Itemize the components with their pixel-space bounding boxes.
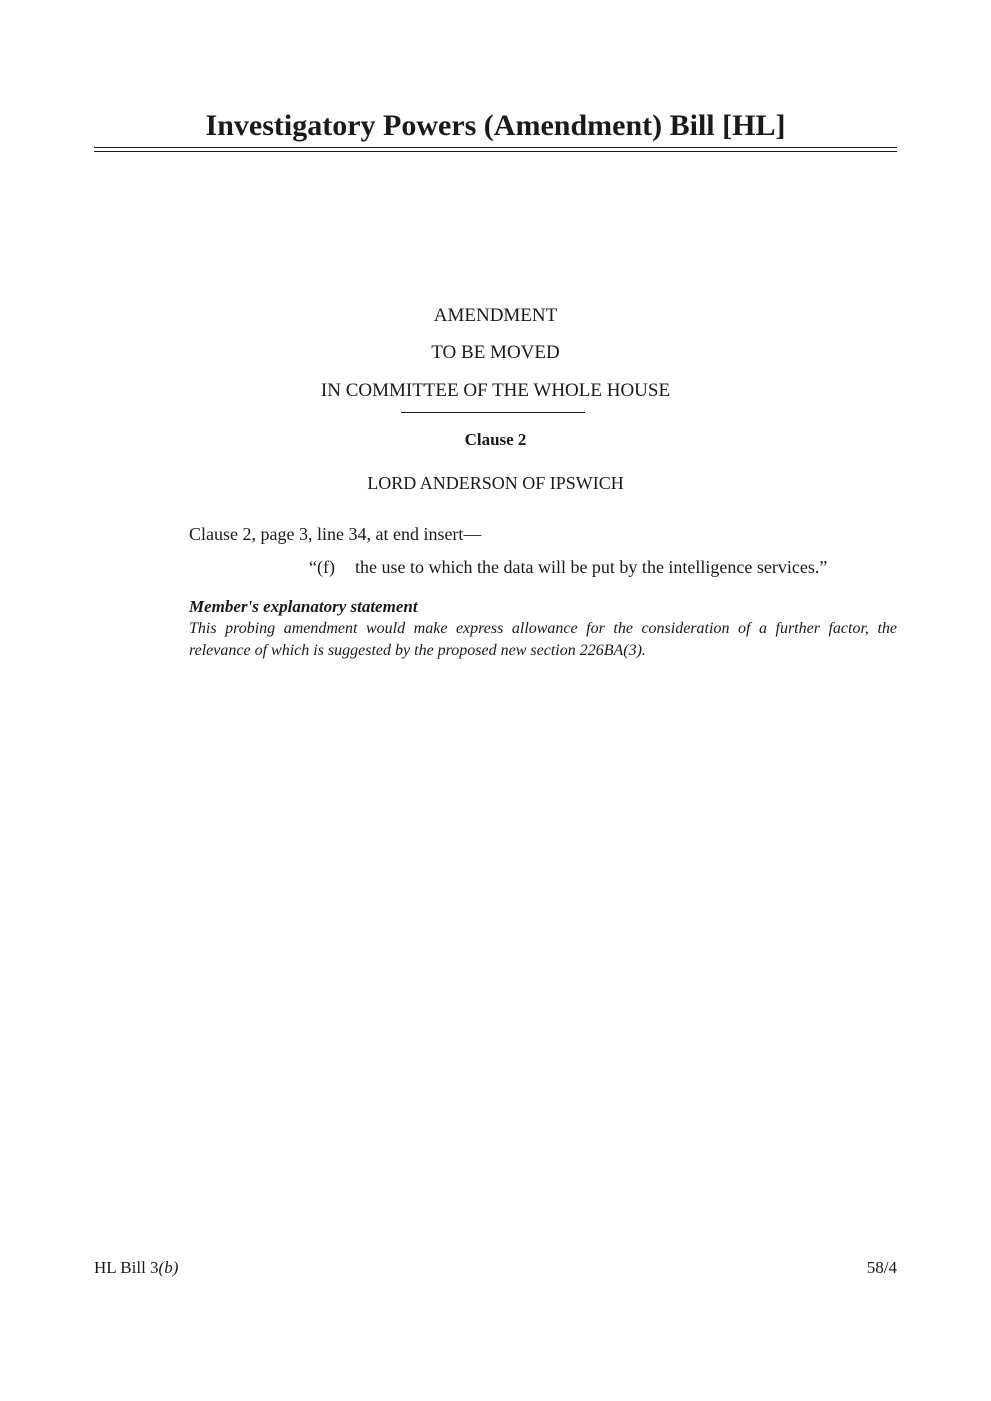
heading-amendment: AMENDMENT: [433, 305, 558, 326]
document-title: Investigatory Powers (Amendment) Bill [HL]: [205, 109, 786, 142]
inserted-paragraph: [309, 555, 827, 579]
heading-committee: IN COMMITTEE OF THE WHOLE HOUSE: [320, 380, 671, 401]
heading-to-be-moved: TO BE MOVED: [431, 342, 560, 363]
footer-bill-reference-main: HL Bill 3: [94, 1258, 159, 1277]
footer-bill-reference-suffix: (b): [158, 1258, 179, 1277]
footer-page-reference: 58/4: [866, 1258, 897, 1277]
footer-bill-reference: [94, 1256, 178, 1280]
member-name: LORD ANDERSON OF IPSWICH: [367, 473, 624, 493]
amendment-instruction: Clause 2, page 3, line 34, at end insert—: [189, 524, 482, 544]
title-double-rule: [94, 147, 897, 152]
heading-rule: [401, 412, 585, 413]
inserted-paragraph-label: “(f): [309, 557, 335, 577]
clause-heading: Clause 2: [464, 430, 527, 449]
explanatory-statement-body: This probing amendment would make express allowance for the consideration of a further factor, the relevance of which is suggested by the proposed new section 226BA(3).: [189, 620, 897, 659]
inserted-paragraph-text: the use to which the data will be put by the intelligence services.”: [355, 557, 828, 577]
explanatory-statement-title: Member's explanatory statement: [189, 597, 418, 616]
